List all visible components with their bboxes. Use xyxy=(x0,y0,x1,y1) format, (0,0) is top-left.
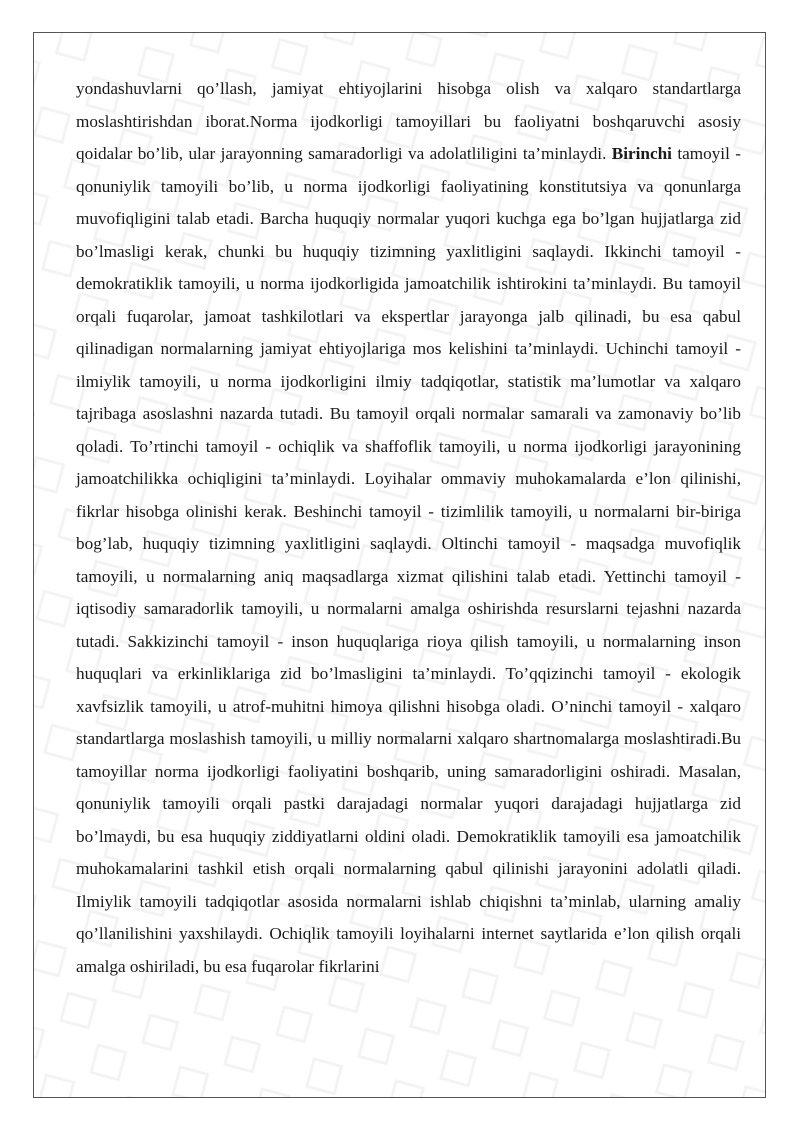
paragraph-part-1: yondashuvlarni qo’llash, jamiyat ehtiyojlarini hisobga olish va xalqaro standartlarga moslashtirishdan iborat.Norma ijodkorligi tamoyillari bu faoliyatni boshqaruvchi asosiy qoidalar bo’lib, ular jarayonning samaradorligi va adolatliligini ta’minlaydi. xyxy=(76,79,741,163)
body-paragraph xyxy=(76,73,741,983)
bold-emphasis: Birinchi xyxy=(611,144,672,163)
paragraph-part-2: tamoyil - qonuniylik tamoyili bo’lib, u norma ijodkorligi faoliyatining konstitutsiya va qonunlarga muvofiqligini talab etadi. Barcha huquqiy normalar yuqori kuchga ega bo’lgan hujjatlarga zid bo’lmasligi kerak, chunki bu huquqiy tizimning yaxlitligini saqlaydi. Ikkinchi tamoyil - demokratiklik tamoyili, u norma ijodkorligida jamoatchilik ishtirokini ta’minlaydi. Bu tamoyil orqali fuqarolar, jamoat tashkilotlari va ekspertlar jarayonga jalb qilinadi, bu esa qabul qilinadigan normalarning jamiyat ehtiyojlariga mos kelishini ta’minlaydi. Uchinchi tamoyil - ilmiylik tamoyili, u norma ijodkorligini ilmiy tadqiqotlar, statistik ma’lumotlar va xalqaro tajribaga asoslashni nazarda tutadi. Bu tamoyil orqali normalar samarali va zamonaviy bo’lib qoladi. To’rtinchi tamoyil - ochiqlik va shaffoflik tamoyili, u norma ijodkorligi jarayonining jamoatchilikka ochiqligini ta’minlaydi. Loyihalar ommaviy muhokamalarda e’lon qilinishi, fikrlar hisobga olinishi kerak. Beshinchi tamoyil - tizimlilik tamoyili, u normalarni bir-biriga bog’lab, huquqiy tizimning yaxlitligini saqlaydi. Oltinchi tamoyil - maqsadga muvofiqlik tamoyili, u normalarning aniq maqsadlarga xizmat qilishini talab etadi. Yettinchi tamoyil - iqtisodiy samaradorlik tamoyili, u normalarni amalga oshirishda resurslarni tejashni nazarda tutadi. Sakkizinchi tamoyil - inson huquqlariga rioya qilish tamoyili, u normalarning inson huquqlari va erkinliklariga zid bo’lmasligini ta’minlaydi. To’qqizinchi tamoyil - ekologik xavfsizlik tamoyili, u atrof-muhitni himoya qilishni hisobga oladi. O’ninchi tamoyil - xalqaro standartlarga moslashish tamoyili, u milliy normalarni xalqaro shartnomalarga moslashtiradi.Bu tamoyillar norma ijodkorligi faoliyatini boshqarib, uning samaradorligini oshiradi. Masalan, qonuniylik tamoyili orqali pastki darajadagi normalar yuqori darajadagi hujjatlarga zid bo’lmaydi, bu esa huquqiy ziddiyatlarni oldini oladi. Demokratiklik tamoyili esa jamoatchilik muhokamalarini tashkil etish orqali normalarning qabul qilinishi jarayonini adolatli qiladi. Ilmiylik tamoyili tadqiqotlar asosida normalarni ishlab chiqishni ta’minlab, ularning amaliy qo’llanilishini yaxshilaydi. Ochiqlik tamoyili loyihalarni internet saytlarida e’lon qilish orqali amalga oshiriladi, bu esa fuqarolar fikrlarini xyxy=(76,144,741,976)
